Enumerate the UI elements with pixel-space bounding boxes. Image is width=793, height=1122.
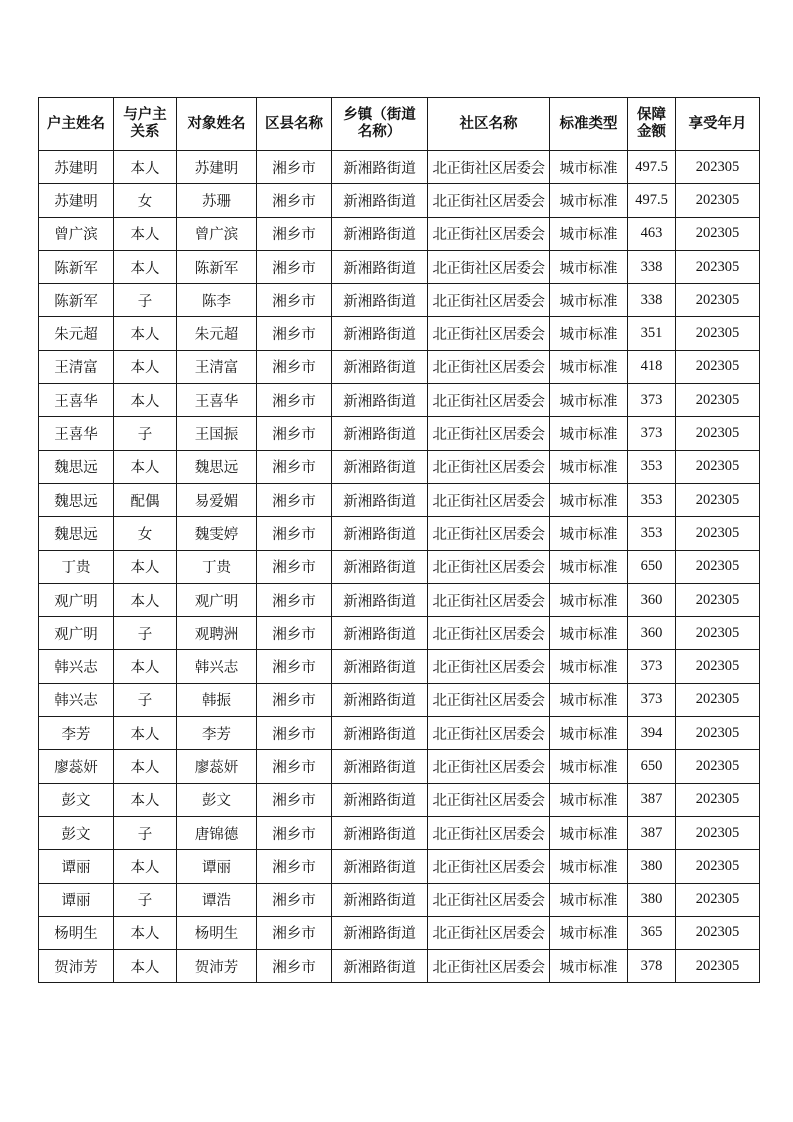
- header-label: 与户主: [123, 107, 167, 123]
- cell-county: 湘乡市: [257, 483, 332, 516]
- cell-community: 北正街社区居委会: [428, 317, 550, 350]
- table-row: [39, 550, 760, 583]
- cell-standard-type: 城市标准: [550, 417, 628, 450]
- cell-standard-type: 城市标准: [550, 883, 628, 916]
- cell-recipient-name: 朱元超: [177, 317, 257, 350]
- cell-relation: 本人: [114, 550, 177, 583]
- cell-recipient-name: 魏思远: [177, 450, 257, 483]
- cell-amount: 650: [628, 550, 676, 583]
- cell-recipient-name: 王清富: [177, 350, 257, 383]
- table-body: [39, 151, 760, 983]
- cell-amount: 373: [628, 650, 676, 683]
- cell-relation: 子: [114, 417, 177, 450]
- header-recipient-name: [177, 98, 257, 151]
- cell-amount: 380: [628, 850, 676, 883]
- cell-recipient-name: 李芳: [177, 717, 257, 750]
- cell-community: 北正街社区居委会: [428, 583, 550, 616]
- table-row: [39, 717, 760, 750]
- cell-month: 202305: [676, 750, 760, 783]
- cell-household-head: 观广明: [39, 617, 114, 650]
- cell-amount: 373: [628, 417, 676, 450]
- cell-household-head: 谭丽: [39, 883, 114, 916]
- table-row: [39, 151, 760, 184]
- cell-month: 202305: [676, 384, 760, 417]
- cell-amount: 387: [628, 783, 676, 816]
- cell-standard-type: 城市标准: [550, 750, 628, 783]
- cell-standard-type: 城市标准: [550, 184, 628, 217]
- header-relation: [114, 98, 177, 151]
- cell-relation: 子: [114, 683, 177, 716]
- cell-standard-type: 城市标准: [550, 151, 628, 184]
- cell-county: 湘乡市: [257, 816, 332, 849]
- table-row: [39, 517, 760, 550]
- cell-month: 202305: [676, 650, 760, 683]
- table-row: [39, 317, 760, 350]
- cell-household-head: 观广明: [39, 583, 114, 616]
- cell-county: 湘乡市: [257, 417, 332, 450]
- cell-relation: 本人: [114, 783, 177, 816]
- cell-month: 202305: [676, 850, 760, 883]
- cell-household-head: 曾广滨: [39, 217, 114, 250]
- cell-township: 新湘路街道: [332, 883, 428, 916]
- cell-household-head: 丁贵: [39, 550, 114, 583]
- cell-month: 202305: [676, 583, 760, 616]
- cell-township: 新湘路街道: [332, 916, 428, 949]
- cell-amount: 360: [628, 617, 676, 650]
- cell-recipient-name: 杨明生: [177, 916, 257, 949]
- cell-township: 新湘路街道: [332, 417, 428, 450]
- cell-standard-type: 城市标准: [550, 783, 628, 816]
- cell-relation: 本人: [114, 450, 177, 483]
- cell-standard-type: 城市标准: [550, 650, 628, 683]
- cell-recipient-name: 贺沛芳: [177, 950, 257, 983]
- cell-recipient-name: 廖蕊妍: [177, 750, 257, 783]
- cell-relation: 子: [114, 284, 177, 317]
- cell-relation: 本人: [114, 583, 177, 616]
- cell-amount: 365: [628, 916, 676, 949]
- cell-month: 202305: [676, 350, 760, 383]
- header-label: 区县名称: [265, 115, 323, 132]
- beneficiary-table: [38, 97, 760, 983]
- cell-relation: 子: [114, 816, 177, 849]
- cell-standard-type: 城市标准: [550, 583, 628, 616]
- cell-community: 北正街社区居委会: [428, 950, 550, 983]
- header-household-head: [39, 98, 114, 151]
- cell-recipient-name: 王国振: [177, 417, 257, 450]
- cell-township: 新湘路街道: [332, 717, 428, 750]
- cell-county: 湘乡市: [257, 384, 332, 417]
- cell-county: 湘乡市: [257, 750, 332, 783]
- cell-county: 湘乡市: [257, 284, 332, 317]
- cell-household-head: 韩兴志: [39, 650, 114, 683]
- cell-standard-type: 城市标准: [550, 717, 628, 750]
- cell-community: 北正街社区居委会: [428, 450, 550, 483]
- cell-community: 北正街社区居委会: [428, 550, 550, 583]
- table-row: [39, 583, 760, 616]
- cell-recipient-name: 苏建明: [177, 151, 257, 184]
- cell-relation: 本人: [114, 750, 177, 783]
- table-row: [39, 184, 760, 217]
- cell-relation: 本人: [114, 916, 177, 949]
- cell-household-head: 陈新军: [39, 284, 114, 317]
- cell-month: 202305: [676, 483, 760, 516]
- cell-month: 202305: [676, 550, 760, 583]
- cell-relation: 本人: [114, 384, 177, 417]
- cell-recipient-name: 谭丽: [177, 850, 257, 883]
- cell-county: 湘乡市: [257, 950, 332, 983]
- cell-relation: 本人: [114, 217, 177, 250]
- cell-standard-type: 城市标准: [550, 550, 628, 583]
- cell-household-head: 彭文: [39, 816, 114, 849]
- cell-amount: 373: [628, 683, 676, 716]
- cell-community: 北正街社区居委会: [428, 816, 550, 849]
- cell-relation: 本人: [114, 350, 177, 383]
- cell-amount: 353: [628, 450, 676, 483]
- cell-community: 北正街社区居委会: [428, 417, 550, 450]
- cell-township: 新湘路街道: [332, 850, 428, 883]
- cell-township: 新湘路街道: [332, 650, 428, 683]
- cell-amount: 387: [628, 816, 676, 849]
- cell-relation: 配偶: [114, 483, 177, 516]
- cell-township: 新湘路街道: [332, 284, 428, 317]
- cell-community: 北正街社区居委会: [428, 217, 550, 250]
- cell-month: 202305: [676, 417, 760, 450]
- cell-township: 新湘路街道: [332, 950, 428, 983]
- cell-month: 202305: [676, 184, 760, 217]
- cell-community: 北正街社区居委会: [428, 483, 550, 516]
- cell-township: 新湘路街道: [332, 617, 428, 650]
- cell-amount: 338: [628, 284, 676, 317]
- cell-township: 新湘路街道: [332, 517, 428, 550]
- cell-standard-type: 城市标准: [550, 816, 628, 849]
- cell-recipient-name: 韩振: [177, 683, 257, 716]
- cell-township: 新湘路街道: [332, 151, 428, 184]
- cell-township: 新湘路街道: [332, 250, 428, 283]
- cell-household-head: 王清富: [39, 350, 114, 383]
- table-row: [39, 650, 760, 683]
- cell-relation: 本人: [114, 151, 177, 184]
- table-row: [39, 384, 760, 417]
- cell-township: 新湘路街道: [332, 750, 428, 783]
- header-label: 标准类型: [559, 115, 618, 132]
- cell-amount: 380: [628, 883, 676, 916]
- cell-township: 新湘路街道: [332, 350, 428, 383]
- header-amount: [628, 98, 676, 151]
- cell-recipient-name: 丁贵: [177, 550, 257, 583]
- cell-month: 202305: [676, 450, 760, 483]
- cell-community: 北正街社区居委会: [428, 717, 550, 750]
- cell-amount: 378: [628, 950, 676, 983]
- cell-county: 湘乡市: [257, 850, 332, 883]
- cell-household-head: 彭文: [39, 783, 114, 816]
- cell-month: 202305: [676, 717, 760, 750]
- header-row: [39, 98, 760, 151]
- table-row: [39, 217, 760, 250]
- cell-month: 202305: [676, 217, 760, 250]
- header-label: 户主姓名: [47, 115, 105, 132]
- header-label: 关系: [130, 124, 160, 140]
- table-row: [39, 250, 760, 283]
- cell-standard-type: 城市标准: [550, 683, 628, 716]
- cell-recipient-name: 陈李: [177, 284, 257, 317]
- cell-month: 202305: [676, 617, 760, 650]
- cell-relation: 子: [114, 883, 177, 916]
- table-row: [39, 417, 760, 450]
- cell-community: 北正街社区居委会: [428, 683, 550, 716]
- cell-community: 北正街社区居委会: [428, 250, 550, 283]
- cell-community: 北正街社区居委会: [428, 617, 550, 650]
- header-community: [428, 98, 550, 151]
- header-county: [257, 98, 332, 151]
- table-row: [39, 850, 760, 883]
- cell-relation: 女: [114, 517, 177, 550]
- header-label: 金额: [637, 124, 666, 140]
- cell-standard-type: 城市标准: [550, 850, 628, 883]
- cell-county: 湘乡市: [257, 783, 332, 816]
- cell-county: 湘乡市: [257, 350, 332, 383]
- cell-standard-type: 城市标准: [550, 350, 628, 383]
- cell-community: 北正街社区居委会: [428, 284, 550, 317]
- cell-household-head: 贺沛芳: [39, 950, 114, 983]
- cell-amount: 497.5: [628, 151, 676, 184]
- cell-recipient-name: 观聘洲: [177, 617, 257, 650]
- cell-amount: 497.5: [628, 184, 676, 217]
- cell-household-head: 王喜华: [39, 384, 114, 417]
- cell-amount: 353: [628, 483, 676, 516]
- cell-month: 202305: [676, 783, 760, 816]
- cell-household-head: 朱元超: [39, 317, 114, 350]
- cell-relation: 本人: [114, 717, 177, 750]
- cell-township: 新湘路街道: [332, 317, 428, 350]
- header-label: 享受年月: [688, 115, 747, 132]
- cell-amount: 353: [628, 517, 676, 550]
- header-label: 保障: [637, 107, 666, 123]
- table-row: [39, 683, 760, 716]
- cell-standard-type: 城市标准: [550, 517, 628, 550]
- cell-community: 北正街社区居委会: [428, 384, 550, 417]
- cell-township: 新湘路街道: [332, 583, 428, 616]
- cell-community: 北正街社区居委会: [428, 184, 550, 217]
- table-row: [39, 450, 760, 483]
- cell-recipient-name: 唐锦德: [177, 816, 257, 849]
- cell-recipient-name: 苏珊: [177, 184, 257, 217]
- header-label: 名称）: [357, 124, 402, 140]
- cell-township: 新湘路街道: [332, 384, 428, 417]
- cell-recipient-name: 彭文: [177, 783, 257, 816]
- cell-standard-type: 城市标准: [550, 217, 628, 250]
- cell-amount: 338: [628, 250, 676, 283]
- cell-household-head: 苏建明: [39, 184, 114, 217]
- cell-month: 202305: [676, 916, 760, 949]
- cell-county: 湘乡市: [257, 916, 332, 949]
- table-row: [39, 916, 760, 949]
- cell-township: 新湘路街道: [332, 783, 428, 816]
- cell-community: 北正街社区居委会: [428, 883, 550, 916]
- cell-county: 湘乡市: [257, 517, 332, 550]
- header-label: 乡镇（街道: [343, 107, 416, 123]
- cell-recipient-name: 观广明: [177, 583, 257, 616]
- cell-county: 湘乡市: [257, 583, 332, 616]
- header-month: [676, 98, 760, 151]
- table-header: [39, 98, 760, 151]
- cell-recipient-name: 谭浩: [177, 883, 257, 916]
- cell-standard-type: 城市标准: [550, 317, 628, 350]
- cell-household-head: 谭丽: [39, 850, 114, 883]
- cell-recipient-name: 易爱媚: [177, 483, 257, 516]
- cell-community: 北正街社区居委会: [428, 650, 550, 683]
- cell-month: 202305: [676, 284, 760, 317]
- cell-county: 湘乡市: [257, 450, 332, 483]
- cell-month: 202305: [676, 517, 760, 550]
- table-row: [39, 483, 760, 516]
- table-row: [39, 783, 760, 816]
- header-label: 社区名称: [459, 115, 518, 132]
- cell-county: 湘乡市: [257, 883, 332, 916]
- table-row: [39, 816, 760, 849]
- table-row: [39, 950, 760, 983]
- cell-month: 202305: [676, 883, 760, 916]
- cell-household-head: 苏建明: [39, 151, 114, 184]
- cell-recipient-name: 王喜华: [177, 384, 257, 417]
- table-row: [39, 284, 760, 317]
- cell-county: 湘乡市: [257, 650, 332, 683]
- cell-month: 202305: [676, 317, 760, 350]
- cell-amount: 463: [628, 217, 676, 250]
- cell-community: 北正街社区居委会: [428, 350, 550, 383]
- cell-relation: 本人: [114, 850, 177, 883]
- cell-standard-type: 城市标准: [550, 483, 628, 516]
- cell-household-head: 魏思远: [39, 483, 114, 516]
- cell-standard-type: 城市标准: [550, 450, 628, 483]
- cell-county: 湘乡市: [257, 550, 332, 583]
- table-row: [39, 883, 760, 916]
- cell-county: 湘乡市: [257, 683, 332, 716]
- cell-amount: 373: [628, 384, 676, 417]
- cell-township: 新湘路街道: [332, 483, 428, 516]
- cell-standard-type: 城市标准: [550, 617, 628, 650]
- cell-recipient-name: 曾广滨: [177, 217, 257, 250]
- cell-county: 湘乡市: [257, 184, 332, 217]
- cell-standard-type: 城市标准: [550, 284, 628, 317]
- table-row: [39, 350, 760, 383]
- cell-month: 202305: [676, 816, 760, 849]
- cell-township: 新湘路街道: [332, 217, 428, 250]
- cell-amount: 394: [628, 717, 676, 750]
- cell-household-head: 魏思远: [39, 517, 114, 550]
- cell-household-head: 韩兴志: [39, 683, 114, 716]
- cell-standard-type: 城市标准: [550, 916, 628, 949]
- cell-amount: 418: [628, 350, 676, 383]
- cell-relation: 本人: [114, 650, 177, 683]
- cell-relation: 本人: [114, 950, 177, 983]
- cell-month: 202305: [676, 683, 760, 716]
- cell-community: 北正街社区居委会: [428, 850, 550, 883]
- cell-amount: 351: [628, 317, 676, 350]
- cell-county: 湘乡市: [257, 217, 332, 250]
- cell-amount: 360: [628, 583, 676, 616]
- table-row: [39, 750, 760, 783]
- header-label: 对象姓名: [187, 115, 246, 132]
- cell-county: 湘乡市: [257, 717, 332, 750]
- cell-recipient-name: 魏雯婷: [177, 517, 257, 550]
- cell-month: 202305: [676, 950, 760, 983]
- cell-standard-type: 城市标准: [550, 384, 628, 417]
- table-row: [39, 617, 760, 650]
- cell-household-head: 廖蕊妍: [39, 750, 114, 783]
- cell-standard-type: 城市标准: [550, 250, 628, 283]
- cell-township: 新湘路街道: [332, 550, 428, 583]
- cell-township: 新湘路街道: [332, 184, 428, 217]
- cell-township: 新湘路街道: [332, 450, 428, 483]
- cell-relation: 本人: [114, 317, 177, 350]
- header-township: [332, 98, 428, 151]
- cell-household-head: 李芳: [39, 717, 114, 750]
- cell-amount: 650: [628, 750, 676, 783]
- header-standard-type: [550, 98, 628, 151]
- cell-community: 北正街社区居委会: [428, 517, 550, 550]
- cell-month: 202305: [676, 151, 760, 184]
- cell-relation: 本人: [114, 250, 177, 283]
- cell-relation: 女: [114, 184, 177, 217]
- cell-county: 湘乡市: [257, 317, 332, 350]
- cell-household-head: 魏思远: [39, 450, 114, 483]
- cell-county: 湘乡市: [257, 250, 332, 283]
- cell-relation: 子: [114, 617, 177, 650]
- cell-standard-type: 城市标准: [550, 950, 628, 983]
- cell-recipient-name: 韩兴志: [177, 650, 257, 683]
- cell-community: 北正街社区居委会: [428, 750, 550, 783]
- cell-township: 新湘路街道: [332, 816, 428, 849]
- cell-community: 北正街社区居委会: [428, 151, 550, 184]
- cell-household-head: 杨明生: [39, 916, 114, 949]
- cell-township: 新湘路街道: [332, 683, 428, 716]
- cell-household-head: 陈新军: [39, 250, 114, 283]
- cell-community: 北正街社区居委会: [428, 783, 550, 816]
- cell-county: 湘乡市: [257, 151, 332, 184]
- cell-recipient-name: 陈新军: [177, 250, 257, 283]
- cell-month: 202305: [676, 250, 760, 283]
- cell-household-head: 王喜华: [39, 417, 114, 450]
- cell-county: 湘乡市: [257, 617, 332, 650]
- cell-community: 北正街社区居委会: [428, 916, 550, 949]
